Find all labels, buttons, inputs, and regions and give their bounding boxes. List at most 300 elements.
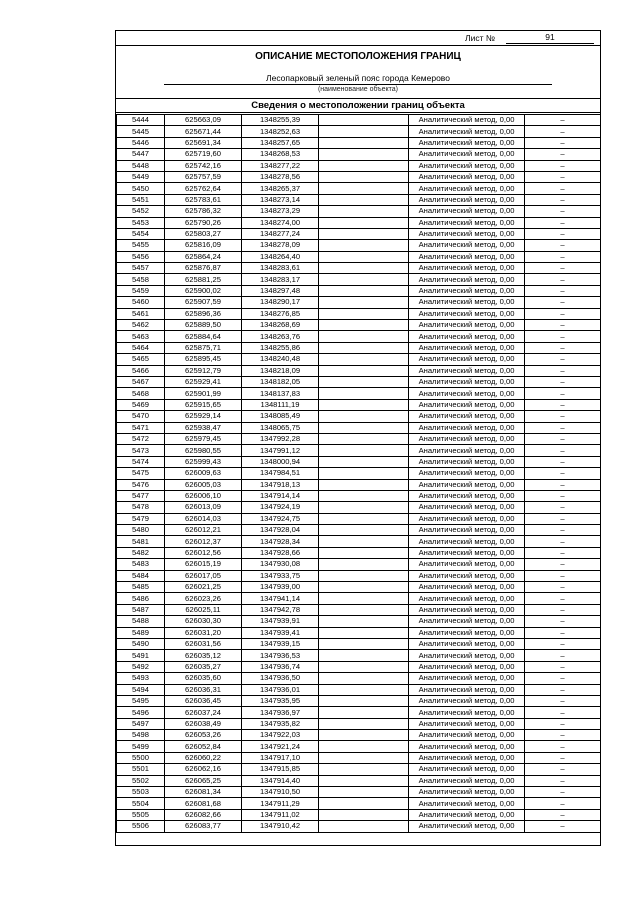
table-row	[117, 547, 601, 558]
table-row	[117, 422, 601, 433]
method-cell: Аналитический метод, 0,00	[409, 126, 525, 137]
point-number-cell: 5492	[117, 661, 165, 672]
x-coordinate-cell: 625900,02	[165, 285, 242, 296]
point-number-cell: 5475	[117, 468, 165, 479]
x-coordinate-cell: 625786,32	[165, 206, 242, 217]
description-cell: –	[525, 752, 601, 763]
method-cell: Аналитический метод, 0,00	[409, 730, 525, 741]
table-row	[117, 650, 601, 661]
point-number-cell: 5486	[117, 593, 165, 604]
y-coordinate-cell: 1348065,75	[242, 422, 319, 433]
point-number-cell: 5456	[117, 251, 165, 262]
description-cell: –	[525, 673, 601, 684]
description-cell: –	[525, 718, 601, 729]
description-cell: –	[525, 547, 601, 558]
method-cell: Аналитический метод, 0,00	[409, 536, 525, 547]
method-cell: Аналитический метод, 0,00	[409, 365, 525, 376]
y-coordinate-cell: 1348218,09	[242, 365, 319, 376]
description-cell: –	[525, 638, 601, 649]
point-number-cell: 5473	[117, 445, 165, 456]
x-coordinate-cell: 625816,09	[165, 240, 242, 251]
empty-cell	[319, 490, 409, 501]
point-number-cell: 5462	[117, 320, 165, 331]
empty-cell	[319, 308, 409, 319]
empty-cell	[319, 149, 409, 160]
description-cell: –	[525, 411, 601, 422]
description-cell: –	[525, 821, 601, 832]
x-coordinate-cell: 625999,43	[165, 456, 242, 467]
y-coordinate-cell: 1347991,12	[242, 445, 319, 456]
empty-cell	[319, 160, 409, 171]
table-row	[117, 752, 601, 763]
table-row	[117, 160, 601, 171]
empty-cell	[319, 559, 409, 570]
method-cell: Аналитический метод, 0,00	[409, 684, 525, 695]
empty-cell	[319, 513, 409, 524]
point-number-cell: 5451	[117, 194, 165, 205]
x-coordinate-cell: 626025,11	[165, 604, 242, 615]
y-coordinate-cell: 1347939,41	[242, 627, 319, 638]
point-number-cell: 5479	[117, 513, 165, 524]
description-cell: –	[525, 525, 601, 536]
table-row	[117, 593, 601, 604]
x-coordinate-cell: 626052,84	[165, 741, 242, 752]
table-row	[117, 570, 601, 581]
x-coordinate-cell: 626035,12	[165, 650, 242, 661]
description-cell: –	[525, 650, 601, 661]
x-coordinate-cell: 625915,65	[165, 399, 242, 410]
table-row	[117, 217, 601, 228]
x-coordinate-cell: 626081,68	[165, 798, 242, 809]
table-row	[117, 274, 601, 285]
y-coordinate-cell: 1347928,04	[242, 525, 319, 536]
y-coordinate-cell: 1348268,53	[242, 149, 319, 160]
table-row	[117, 809, 601, 820]
empty-cell	[319, 206, 409, 217]
table-row	[117, 445, 601, 456]
table-row	[117, 399, 601, 410]
y-coordinate-cell: 1348255,39	[242, 115, 319, 126]
description-cell: –	[525, 354, 601, 365]
method-cell: Аналитический метод, 0,00	[409, 194, 525, 205]
x-coordinate-cell: 626060,22	[165, 752, 242, 763]
y-coordinate-cell: 1347942,78	[242, 604, 319, 615]
empty-cell	[319, 502, 409, 513]
y-coordinate-cell: 1347911,02	[242, 809, 319, 820]
method-cell: Аналитический метод, 0,00	[409, 183, 525, 194]
empty-cell	[319, 354, 409, 365]
method-cell: Аналитический метод, 0,00	[409, 570, 525, 581]
table-row	[117, 695, 601, 706]
method-cell: Аналитический метод, 0,00	[409, 525, 525, 536]
y-coordinate-cell: 1348274,00	[242, 217, 319, 228]
point-number-cell: 5468	[117, 388, 165, 399]
empty-cell	[319, 809, 409, 820]
table-row	[117, 183, 601, 194]
empty-cell	[319, 650, 409, 661]
sheet-number-label: Лист №	[465, 33, 495, 43]
table-row	[117, 741, 601, 752]
point-number-cell: 5503	[117, 787, 165, 798]
method-cell: Аналитический метод, 0,00	[409, 809, 525, 820]
table-row	[117, 228, 601, 239]
description-cell: –	[525, 661, 601, 672]
y-coordinate-cell: 1347936,74	[242, 661, 319, 672]
description-cell: –	[525, 217, 601, 228]
table-row	[117, 320, 601, 331]
method-cell: Аналитический метод, 0,00	[409, 388, 525, 399]
method-cell: Аналитический метод, 0,00	[409, 638, 525, 649]
point-number-cell: 5454	[117, 228, 165, 239]
point-number-cell: 5502	[117, 775, 165, 786]
y-coordinate-cell: 1347936,01	[242, 684, 319, 695]
boundary-points-body	[117, 115, 601, 833]
x-coordinate-cell: 625719,60	[165, 149, 242, 160]
point-number-cell: 5461	[117, 308, 165, 319]
empty-cell	[319, 570, 409, 581]
point-number-cell: 5446	[117, 137, 165, 148]
empty-cell	[319, 456, 409, 467]
y-coordinate-cell: 1348277,24	[242, 228, 319, 239]
empty-cell	[319, 673, 409, 684]
x-coordinate-cell: 625790,26	[165, 217, 242, 228]
x-coordinate-cell: 625881,25	[165, 274, 242, 285]
method-cell: Аналитический метод, 0,00	[409, 764, 525, 775]
empty-cell	[319, 593, 409, 604]
y-coordinate-cell: 1347935,82	[242, 718, 319, 729]
y-coordinate-cell: 1348273,29	[242, 206, 319, 217]
method-cell: Аналитический метод, 0,00	[409, 468, 525, 479]
empty-cell	[319, 775, 409, 786]
table-row	[117, 285, 601, 296]
x-coordinate-cell: 626017,05	[165, 570, 242, 581]
y-coordinate-cell: 1348276,85	[242, 308, 319, 319]
point-number-cell: 5464	[117, 342, 165, 353]
table-row	[117, 342, 601, 353]
y-coordinate-cell: 1348182,05	[242, 376, 319, 387]
y-coordinate-cell: 1348273,14	[242, 194, 319, 205]
description-cell: –	[525, 342, 601, 353]
table-row	[117, 263, 601, 274]
empty-cell	[319, 297, 409, 308]
x-coordinate-cell: 625912,79	[165, 365, 242, 376]
point-number-cell: 5467	[117, 376, 165, 387]
table-row	[117, 297, 601, 308]
description-cell: –	[525, 194, 601, 205]
method-cell: Аналитический метод, 0,00	[409, 149, 525, 160]
x-coordinate-cell: 626030,30	[165, 616, 242, 627]
empty-cell	[319, 616, 409, 627]
x-coordinate-cell: 625901,99	[165, 388, 242, 399]
empty-cell	[319, 115, 409, 126]
empty-cell	[319, 525, 409, 536]
description-cell: –	[525, 809, 601, 820]
y-coordinate-cell: 1347918,13	[242, 479, 319, 490]
method-cell: Аналитический метод, 0,00	[409, 707, 525, 718]
empty-cell	[319, 183, 409, 194]
description-cell: –	[525, 285, 601, 296]
description-cell: –	[525, 388, 601, 399]
table-row	[117, 627, 601, 638]
point-number-cell: 5459	[117, 285, 165, 296]
empty-cell	[319, 604, 409, 615]
x-coordinate-cell: 625889,50	[165, 320, 242, 331]
description-cell: –	[525, 479, 601, 490]
x-coordinate-cell: 626062,16	[165, 764, 242, 775]
x-coordinate-cell: 625783,61	[165, 194, 242, 205]
point-number-cell: 5494	[117, 684, 165, 695]
empty-cell	[319, 365, 409, 376]
method-cell: Аналитический метод, 0,00	[409, 228, 525, 239]
description-cell: –	[525, 536, 601, 547]
empty-cell	[319, 764, 409, 775]
y-coordinate-cell: 1348085,49	[242, 411, 319, 422]
method-cell: Аналитический метод, 0,00	[409, 513, 525, 524]
y-coordinate-cell: 1348264,40	[242, 251, 319, 262]
point-number-cell: 5460	[117, 297, 165, 308]
description-cell: –	[525, 695, 601, 706]
method-cell: Аналитический метод, 0,00	[409, 115, 525, 126]
method-cell: Аналитический метод, 0,00	[409, 593, 525, 604]
point-number-cell: 5499	[117, 741, 165, 752]
table-row	[117, 559, 601, 570]
y-coordinate-cell: 1348240,48	[242, 354, 319, 365]
method-cell: Аналитический метод, 0,00	[409, 411, 525, 422]
method-cell: Аналитический метод, 0,00	[409, 479, 525, 490]
y-coordinate-cell: 1347941,14	[242, 593, 319, 604]
method-cell: Аналитический метод, 0,00	[409, 422, 525, 433]
point-number-cell: 5453	[117, 217, 165, 228]
method-cell: Аналитический метод, 0,00	[409, 285, 525, 296]
description-cell: –	[525, 365, 601, 376]
x-coordinate-cell: 626031,56	[165, 638, 242, 649]
y-coordinate-cell: 1347939,15	[242, 638, 319, 649]
x-coordinate-cell: 625980,55	[165, 445, 242, 456]
description-cell: –	[525, 684, 601, 695]
description-cell: –	[525, 730, 601, 741]
table-row	[117, 604, 601, 615]
method-cell: Аналитический метод, 0,00	[409, 604, 525, 615]
description-cell: –	[525, 331, 601, 342]
y-coordinate-cell: 1347911,29	[242, 798, 319, 809]
object-name-caption: (наименование объекта)	[317, 86, 399, 93]
x-coordinate-cell: 625895,45	[165, 354, 242, 365]
table-row	[117, 206, 601, 217]
point-number-cell: 5458	[117, 274, 165, 285]
empty-cell	[319, 274, 409, 285]
y-coordinate-cell: 1347935,95	[242, 695, 319, 706]
empty-cell	[319, 787, 409, 798]
table-row	[117, 411, 601, 422]
x-coordinate-cell: 626012,21	[165, 525, 242, 536]
x-coordinate-cell: 625929,14	[165, 411, 242, 422]
table-row	[117, 787, 601, 798]
x-coordinate-cell: 626083,77	[165, 821, 242, 832]
y-coordinate-cell: 1347914,40	[242, 775, 319, 786]
point-number-cell: 5498	[117, 730, 165, 741]
x-coordinate-cell: 626036,45	[165, 695, 242, 706]
method-cell: Аналитический метод, 0,00	[409, 376, 525, 387]
table-row	[117, 240, 601, 251]
description-cell: –	[525, 445, 601, 456]
y-coordinate-cell: 1347922,03	[242, 730, 319, 741]
table-row	[117, 308, 601, 319]
table-row	[117, 115, 601, 126]
y-coordinate-cell: 1348283,17	[242, 274, 319, 285]
table-row	[117, 536, 601, 547]
empty-cell	[319, 582, 409, 593]
description-cell: –	[525, 502, 601, 513]
y-coordinate-cell: 1348000,94	[242, 456, 319, 467]
method-cell: Аналитический метод, 0,00	[409, 821, 525, 832]
y-coordinate-cell: 1348268,69	[242, 320, 319, 331]
y-coordinate-cell: 1347910,50	[242, 787, 319, 798]
empty-cell	[319, 752, 409, 763]
table-row	[117, 456, 601, 467]
y-coordinate-cell: 1347924,75	[242, 513, 319, 524]
empty-cell	[319, 194, 409, 205]
description-cell: –	[525, 263, 601, 274]
y-coordinate-cell: 1347921,24	[242, 741, 319, 752]
x-coordinate-cell: 625757,59	[165, 171, 242, 182]
x-coordinate-cell: 625663,09	[165, 115, 242, 126]
empty-cell	[319, 707, 409, 718]
y-coordinate-cell: 1347930,08	[242, 559, 319, 570]
description-cell: –	[525, 297, 601, 308]
method-cell: Аналитический метод, 0,00	[409, 787, 525, 798]
x-coordinate-cell: 626023,26	[165, 593, 242, 604]
description-cell: –	[525, 228, 601, 239]
method-cell: Аналитический метод, 0,00	[409, 559, 525, 570]
point-number-cell: 5472	[117, 433, 165, 444]
description-cell: –	[525, 206, 601, 217]
x-coordinate-cell: 626021,25	[165, 582, 242, 593]
description-cell: –	[525, 616, 601, 627]
point-number-cell: 5477	[117, 490, 165, 501]
description-cell: –	[525, 764, 601, 775]
table-row	[117, 149, 601, 160]
table-row	[117, 433, 601, 444]
description-cell: –	[525, 274, 601, 285]
x-coordinate-cell: 625907,59	[165, 297, 242, 308]
description-cell: –	[525, 171, 601, 182]
y-coordinate-cell: 1348283,61	[242, 263, 319, 274]
empty-cell	[319, 661, 409, 672]
description-cell: –	[525, 433, 601, 444]
table-row	[117, 490, 601, 501]
point-number-cell: 5483	[117, 559, 165, 570]
empty-cell	[319, 479, 409, 490]
method-cell: Аналитический метод, 0,00	[409, 798, 525, 809]
method-cell: Аналитический метод, 0,00	[409, 547, 525, 558]
table-row	[117, 616, 601, 627]
y-coordinate-cell: 1348257,65	[242, 137, 319, 148]
x-coordinate-cell: 625864,24	[165, 251, 242, 262]
description-cell: –	[525, 240, 601, 251]
empty-cell	[319, 798, 409, 809]
y-coordinate-cell: 1347924,19	[242, 502, 319, 513]
point-number-cell: 5452	[117, 206, 165, 217]
x-coordinate-cell: 625979,45	[165, 433, 242, 444]
point-number-cell: 5465	[117, 354, 165, 365]
point-number-cell: 5469	[117, 399, 165, 410]
table-row	[117, 684, 601, 695]
point-number-cell: 5506	[117, 821, 165, 832]
method-cell: Аналитический метод, 0,00	[409, 616, 525, 627]
empty-cell	[319, 331, 409, 342]
x-coordinate-cell: 626015,19	[165, 559, 242, 570]
method-cell: Аналитический метод, 0,00	[409, 297, 525, 308]
description-cell: –	[525, 160, 601, 171]
boundary-points-table	[116, 114, 601, 833]
table-row	[117, 525, 601, 536]
description-cell: –	[525, 559, 601, 570]
x-coordinate-cell: 626006,10	[165, 490, 242, 501]
x-coordinate-cell: 626012,37	[165, 536, 242, 547]
y-coordinate-cell: 1348277,22	[242, 160, 319, 171]
empty-cell	[319, 342, 409, 353]
table-row	[117, 331, 601, 342]
x-coordinate-cell: 626013,09	[165, 502, 242, 513]
method-cell: Аналитический метод, 0,00	[409, 171, 525, 182]
description-cell: –	[525, 456, 601, 467]
empty-cell	[319, 821, 409, 832]
point-number-cell: 5493	[117, 673, 165, 684]
empty-cell	[319, 433, 409, 444]
point-number-cell: 5480	[117, 525, 165, 536]
method-cell: Аналитический метод, 0,00	[409, 251, 525, 262]
description-cell: –	[525, 798, 601, 809]
y-coordinate-cell: 1347914,14	[242, 490, 319, 501]
empty-cell	[319, 171, 409, 182]
table-row	[117, 354, 601, 365]
description-cell: –	[525, 707, 601, 718]
x-coordinate-cell: 626053,26	[165, 730, 242, 741]
description-cell: –	[525, 627, 601, 638]
x-coordinate-cell: 626038,49	[165, 718, 242, 729]
point-number-cell: 5485	[117, 582, 165, 593]
y-coordinate-cell: 1347936,53	[242, 650, 319, 661]
point-number-cell: 5495	[117, 695, 165, 706]
empty-cell	[319, 376, 409, 387]
y-coordinate-cell: 1347928,66	[242, 547, 319, 558]
description-cell: –	[525, 183, 601, 194]
point-number-cell: 5448	[117, 160, 165, 171]
x-coordinate-cell: 625876,87	[165, 263, 242, 274]
y-coordinate-cell: 1348255,86	[242, 342, 319, 353]
description-cell: –	[525, 149, 601, 160]
x-coordinate-cell: 625938,47	[165, 422, 242, 433]
x-coordinate-cell: 626009,63	[165, 468, 242, 479]
y-coordinate-cell: 1347936,50	[242, 673, 319, 684]
method-cell: Аналитический метод, 0,00	[409, 673, 525, 684]
x-coordinate-cell: 626012,56	[165, 547, 242, 558]
table-row	[117, 638, 601, 649]
description-cell: –	[525, 137, 601, 148]
table-row	[117, 194, 601, 205]
description-cell: –	[525, 490, 601, 501]
method-cell: Аналитический метод, 0,00	[409, 433, 525, 444]
description-cell: –	[525, 582, 601, 593]
point-number-cell: 5497	[117, 718, 165, 729]
point-number-cell: 5489	[117, 627, 165, 638]
method-cell: Аналитический метод, 0,00	[409, 399, 525, 410]
x-coordinate-cell: 625762,64	[165, 183, 242, 194]
method-cell: Аналитический метод, 0,00	[409, 331, 525, 342]
description-cell: –	[525, 251, 601, 262]
y-coordinate-cell: 1347928,34	[242, 536, 319, 547]
empty-cell	[319, 399, 409, 410]
